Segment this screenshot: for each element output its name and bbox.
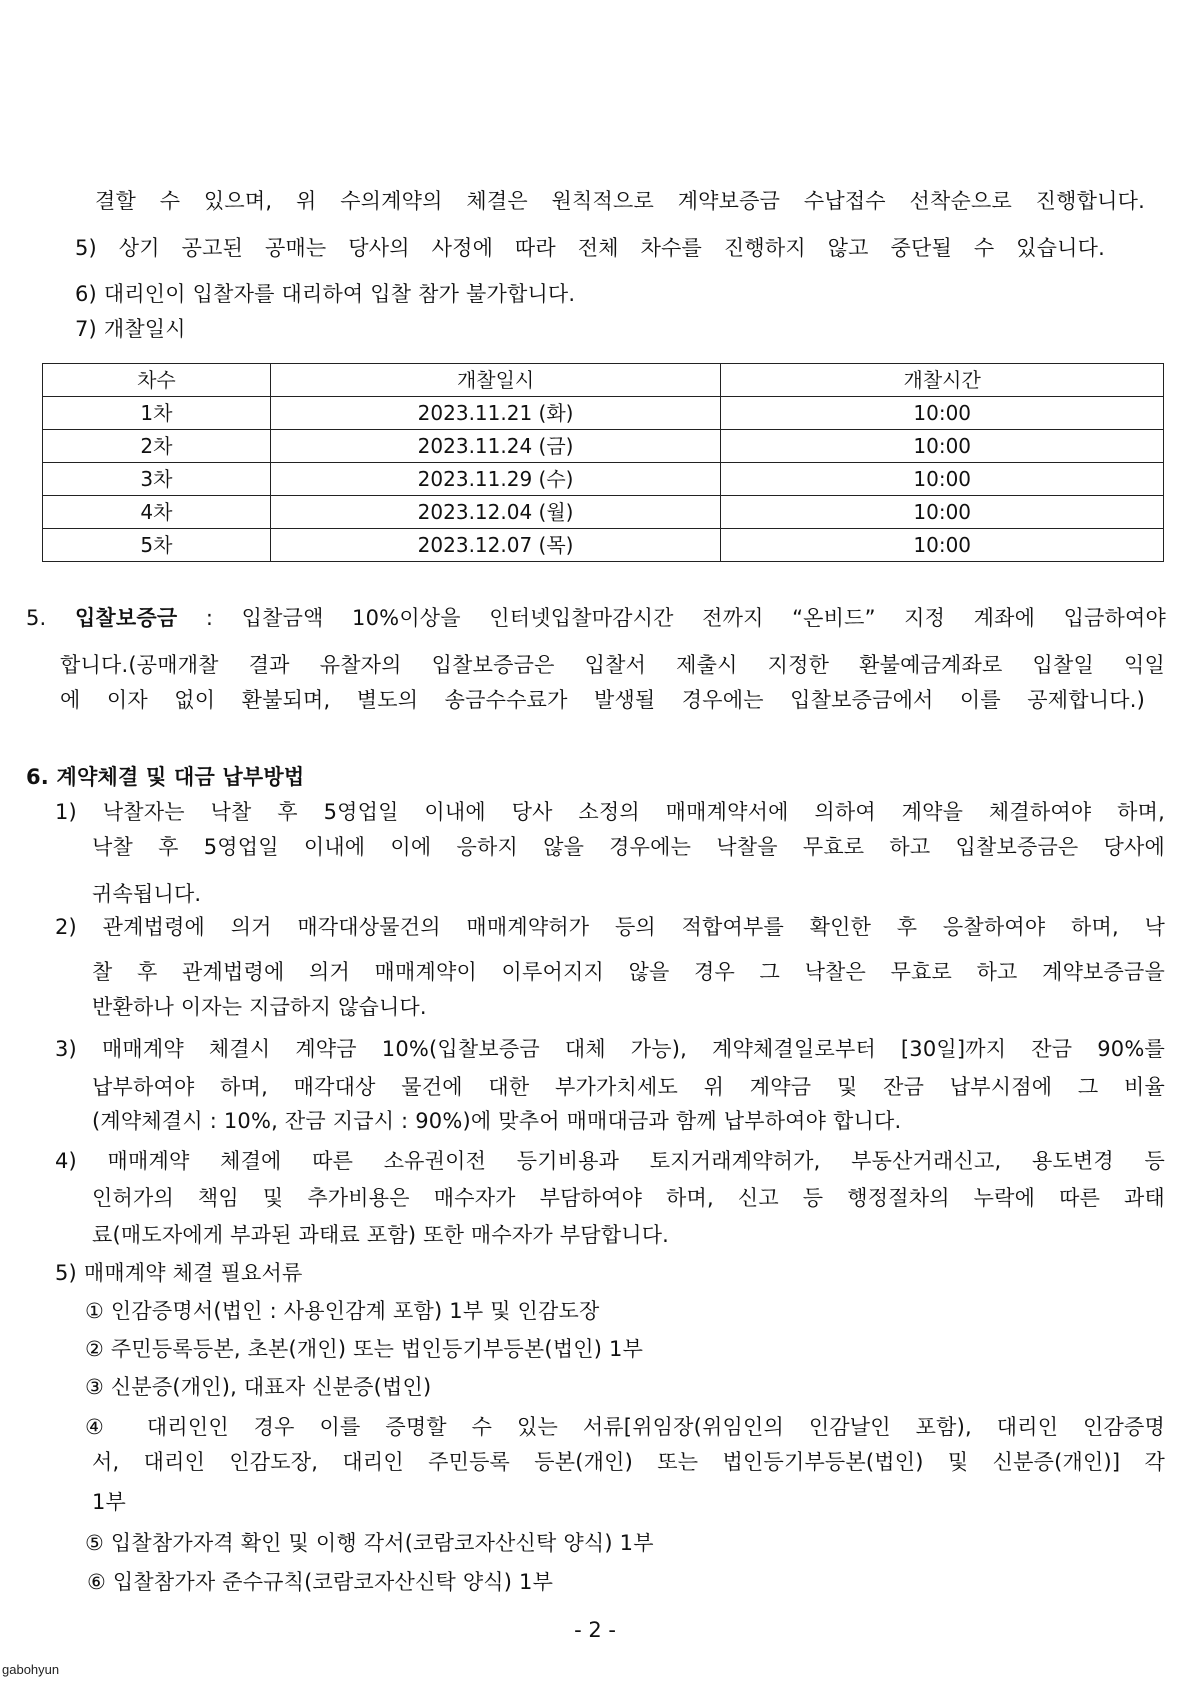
required-doc-item-cont: 1부 — [92, 1490, 127, 1514]
time-cell: 10:00 — [721, 529, 1164, 562]
table-row — [43, 397, 1164, 430]
section5-title: 입찰보증금 — [74, 606, 178, 630]
section6-line: 귀속됩니다. — [92, 882, 202, 906]
section6-line: 5) 매매계약 체결 필요서류 — [55, 1261, 303, 1285]
table-row — [43, 529, 1164, 562]
header-round: 차수 — [43, 364, 271, 397]
section6-heading: 6. 계약체결 및 대금 납부방법 — [26, 765, 305, 789]
intro-line-3: 6) 대리인이 입찰자를 대리하여 입찰 참가 불가합니다. — [75, 282, 576, 306]
round-cell: 1차 — [43, 397, 271, 430]
header-time: 개찰시간 — [721, 364, 1164, 397]
section6-line: (계약체결시 : 10%, 잔금 지급시 : 90%)에 맞추어 매매대금과 함께 납부하여야 합니다. — [92, 1109, 902, 1133]
date-cell: 2023.12.04 (월) — [270, 496, 721, 529]
section6-line: 료(매도자에게 부과된 과태료 포함) 또한 매수자가 부담합니다. — [92, 1223, 670, 1247]
section6-line: 낙찰 후 5영업일 이내에 이에 응하지 않을 경우에는 낙찰을 무효로 하고 입찰보증금은 당사에 — [92, 835, 1165, 859]
table-header-row — [43, 364, 1164, 397]
table-row — [43, 496, 1164, 529]
required-doc-item-cont: 서, 대리인 인감도장, 대리인 주민등록 등본(개인) 또는 법인등기부등본(법인) 및 신분증(개인)] 각 — [92, 1450, 1165, 1474]
round-cell: 4차 — [43, 496, 271, 529]
section5-line-1 — [26, 604, 1166, 632]
round-cell: 3차 — [43, 463, 271, 496]
intro-line-1: 결할 수 있으며, 위 수의계약의 체결은 원칙적으로 계약보증금 수납접수 선착순으로 진행합니다. — [95, 189, 1145, 213]
section6-line: 반환하나 이자는 지급하지 않습니다. — [92, 995, 427, 1019]
section6-line: 인허가의 책임 및 추가비용은 매수자가 부담하여야 하며, 신고 등 행정절차의 누락에 따른 과태 — [92, 1186, 1165, 1210]
section6-line: 납부하여야 하며, 매각대상 물건에 대한 부가가치세도 위 계약금 및 잔금 납부시점에 그 비율 — [92, 1075, 1165, 1099]
section5-line-2: 합니다.(공매개찰 결과 유찰자의 입찰보증금은 입찰서 제출시 지정한 환불예금계좌로 입찰일 익일 — [60, 653, 1165, 677]
required-doc-item: ④ 대리인인 경우 이를 증명할 수 있는 서류[위임장(위임인의 인감날인 포함), 대리인 인감증명 — [85, 1415, 1165, 1439]
date-cell: 2023.11.21 (화) — [270, 397, 721, 430]
time-cell: 10:00 — [721, 463, 1164, 496]
required-doc-item: ⑤ 입찰참가자격 확인 및 이행 각서(코람코자산신탁 양식) 1부 — [85, 1531, 654, 1555]
section6-line: 찰 후 관계법령에 의거 매매계약이 이루어지지 않을 경우 그 낙찰은 무효로 하고 계약보증금을 — [92, 960, 1165, 984]
page-number: - 2 - — [574, 1618, 616, 1642]
time-cell: 10:00 — [721, 430, 1164, 463]
required-doc-item: ③ 신분증(개인), 대표자 신분증(법인) — [85, 1375, 432, 1399]
date-cell: 2023.12.07 (목) — [270, 529, 721, 562]
time-cell: 10:00 — [721, 397, 1164, 430]
round-cell: 2차 — [43, 430, 271, 463]
date-cell: 2023.11.29 (수) — [270, 463, 721, 496]
section6-line: 3) 매매계약 체결시 계약금 10%(입찰보증금 대체 가능), 계약체결일로부터 [30일]까지 잔금 90%를 — [55, 1037, 1165, 1061]
table-row — [43, 463, 1164, 496]
header-date: 개찰일시 — [270, 364, 721, 397]
intro-line-2: 5) 상기 공고된 공매는 당사의 사정에 따라 전체 차수를 진행하지 않고 중단될 수 있습니다. — [75, 236, 1105, 260]
date-cell: 2023.11.24 (금) — [270, 430, 721, 463]
footer-username: gabohyun — [2, 1662, 60, 1677]
section6-line: 4) 매매계약 체결에 따른 소유권이전 등기비용과 토지거래계약허가, 부동산거래신고, 용도변경 등 — [55, 1149, 1165, 1173]
table-row — [43, 430, 1164, 463]
opening-schedule-table — [42, 363, 1164, 562]
required-doc-item: ⑥ 입찰참가자 준수규칙(코람코자산신탁 양식) 1부 — [87, 1570, 554, 1594]
round-cell: 5차 — [43, 529, 271, 562]
required-doc-item: ② 주민등록등본, 초본(개인) 또는 법인등기부등본(법인) 1부 — [85, 1337, 644, 1361]
section5-number: 5. — [26, 606, 47, 630]
section5-line-3: 에 이자 없이 환불되며, 별도의 송금수수료가 발생될 경우에는 입찰보증금에서 이를 공제합니다.) — [60, 688, 1145, 712]
time-cell: 10:00 — [721, 496, 1164, 529]
section5-text: : 입찰금액 10%이상을 인터넷입찰마감시간 전까지 “온비드” 지정 계좌에 입금하여야 — [177, 606, 1166, 630]
section6-line: 2) 관계법령에 의거 매각대상물건의 매매계약허가 등의 적합여부를 확인한 후 응찰하여야 하며, 낙 — [55, 915, 1165, 939]
required-doc-item: ① 인감증명서(법인 : 사용인감계 포함) 1부 및 인감도장 — [85, 1299, 600, 1323]
section6-line: 1) 낙찰자는 낙찰 후 5영업일 이내에 당사 소정의 매매계약서에 의하여 계약을 체결하여야 하며, — [55, 800, 1165, 824]
intro-line-4: 7) 개찰일시 — [75, 317, 186, 341]
